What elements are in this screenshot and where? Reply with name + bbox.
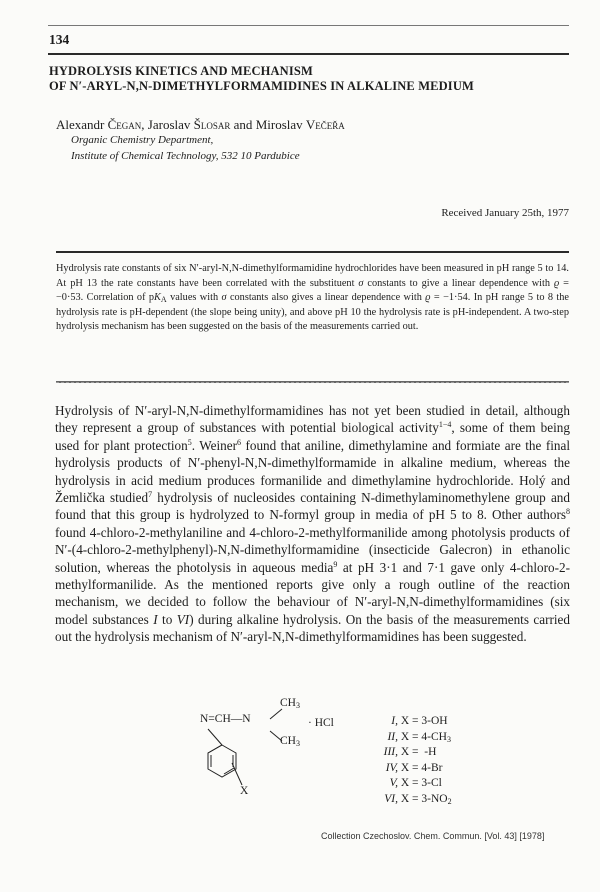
substituent-row: [368, 761, 452, 777]
ch-label: CH: [280, 697, 296, 709]
header-rule: [48, 53, 569, 55]
substituent-row: [368, 745, 452, 761]
body-text-run: ) during alkaline hydrolysis. On the basis of the measurements carried out the hydrolysis mechanism of N′-aryl-N,N-dimethylformamidines has been suggested.: [55, 611, 570, 645]
reference: 7: [148, 490, 153, 500]
compound-number: VI: [176, 611, 190, 627]
abstract-text: Hydrolysis rate constants of six N′-aryl-N,N-dimethylformamidine hydrochlorides have been measured in pH range 5 to 14. At pH 13 the rate constants have been correlated with the substituent: [56, 263, 569, 289]
reference: 5: [187, 437, 192, 447]
body-text-run: Hydrolysis of N′-aryl-N,N-dimethylformamidines has not yet been studied in detail, although they represent a group of substances with potential biological activity: [55, 403, 570, 436]
pk-symbol: K: [154, 292, 161, 304]
compound-number: V,: [389, 777, 398, 790]
hcl-salt: · HCl: [308, 717, 334, 729]
compound-number: IV,: [385, 761, 398, 774]
reference: 9: [333, 559, 338, 569]
abstract-bottom-rule: [56, 381, 569, 383]
sigma-symbol: σ: [358, 277, 364, 289]
reference: 6: [237, 437, 242, 447]
compound-number: III,: [383, 746, 398, 759]
substituent-row: [368, 792, 452, 808]
author-2-last: Šlosar: [193, 117, 231, 132]
author-1-last: Čegan: [107, 117, 142, 132]
rho-symbol: ϱ: [554, 277, 560, 289]
ch-label: CH: [280, 735, 296, 747]
abstract-top-rule: [56, 251, 569, 253]
compound-number: VI,: [384, 792, 398, 805]
body-text-run: found that aniline, dimethylamine and formiate are the final hydrolysis products of N′-phenyl-N,N-dimethylformamide in alkaline medium, whereas the hydrolysis in acid medium produces formanilide and dimethylamine hydrochloride. Holý and Žemlička studied: [55, 437, 570, 506]
subscript: 3: [295, 739, 300, 748]
abstract-text: constants also gives a linear dependence with: [226, 292, 426, 304]
article-title: [49, 64, 474, 94]
title-line-2: OF N′-ARYL-N,N-DIMETHYLFORMAMIDINES IN ALKALINE MEDIUM: [49, 79, 474, 93]
compound-number: II,: [387, 730, 398, 743]
body-text: [55, 402, 570, 646]
abstract-text: constants to give a linear dependence with: [363, 277, 554, 289]
body-text-run: at pH 3·1 and 7·1 gave only 4-chloro-2-methylformanilide. As the mentioned reports give only a rough outline of the reaction mechanism, we decided to follow the behaviour of N′-aryl-N,N-dimethylformamidines (six model substances: [55, 559, 570, 627]
author-1-first: Alexandr: [56, 117, 108, 132]
compound-number: I,: [391, 715, 398, 727]
rho-symbol: ϱ: [425, 292, 431, 304]
affiliation: [71, 132, 300, 164]
methyl-bottom: [280, 735, 300, 747]
reference: 1−4: [438, 420, 452, 430]
affiliation-department: Organic Chemistry Department,: [71, 134, 214, 146]
substituent-value: X = 3-Cl: [400, 777, 442, 790]
substituent-row: [368, 776, 452, 792]
substituent-x: X: [240, 785, 249, 797]
subscript: 2: [447, 796, 452, 806]
top-rule: [48, 25, 569, 26]
author-2-first: Jaroslav: [147, 117, 194, 132]
received-date: Received January 25th, 1977: [441, 207, 569, 219]
substituent-value: X = 4-CH: [400, 730, 447, 743]
abstract: [56, 262, 569, 335]
author-3-first: Miroslav: [255, 117, 306, 132]
substituent-value: X = 3-OH: [400, 715, 448, 727]
sigma-symbol: σ: [221, 292, 227, 304]
body-text-run: found 4-chloro-2-methylaniline and 4-chloro-2-methylformanilide among photolysis products of N′-(4-chloro-2-methylphenyl)-N,N-dimethylformamidine (insecticide Galecron) in ethanolic solution, whereas the photolysis in aqueous media: [55, 524, 570, 575]
chemical-structure: [180, 697, 350, 825]
subscript: 3: [295, 701, 300, 710]
substituent-value: X = 3-NO: [400, 792, 448, 805]
abstract-text: = −0·53. Correlation of p: [56, 277, 569, 304]
title-line-1: HYDROLYSIS KINETICS AND MECHANISM: [49, 64, 313, 78]
pk-subscript: A: [160, 295, 167, 305]
author-separator: ,: [141, 117, 148, 132]
substituent-value: X = -H: [400, 746, 437, 759]
page-number: 134: [49, 32, 70, 47]
body-text-run: hydrolysis of nucleosides containing N-dimethylaminomethylene group and found that this group is hydrolyzed to N-formyl group in media of pH 5 to 8. Other authors: [55, 490, 570, 523]
subscript: 3: [446, 734, 451, 744]
author-3-last: Večeřa: [305, 117, 345, 132]
substituent-row: [368, 730, 452, 746]
journal-citation: Collection Czechoslov. Chem. Commun. [Vol. 43] [1978]: [321, 831, 545, 841]
body-text-run: , some of them being used for plant protection: [55, 420, 570, 453]
substituent-value: X = 4-Br: [400, 761, 443, 774]
methyl-top: [280, 697, 300, 709]
amidine-chain: N=CH—N: [200, 713, 251, 725]
reference: 8: [566, 507, 570, 517]
body-paragraph: [55, 402, 570, 646]
abstract-text: values with: [166, 292, 222, 304]
substituent-row: [368, 714, 452, 730]
body-text-run: to: [157, 611, 177, 627]
abstract-text: = −1·54. In pH range 5 to 8 the hydrolysis rate is pH-dependent (the slope being unity), and above pH 10 the hydrolysis rate is pH-independent. A two-step hydrolysis mechanism has been suggested on the basis of the measurements carried out.: [56, 292, 569, 333]
affiliation-institute: Institute of Chemical Technology, 532 10 Pardubice: [71, 150, 300, 162]
author-separator-and: and: [230, 117, 256, 132]
compound-number: I: [153, 611, 158, 627]
substituent-list: [368, 714, 452, 808]
body-text-run: . Weiner: [191, 437, 238, 453]
author-list: [56, 117, 345, 133]
